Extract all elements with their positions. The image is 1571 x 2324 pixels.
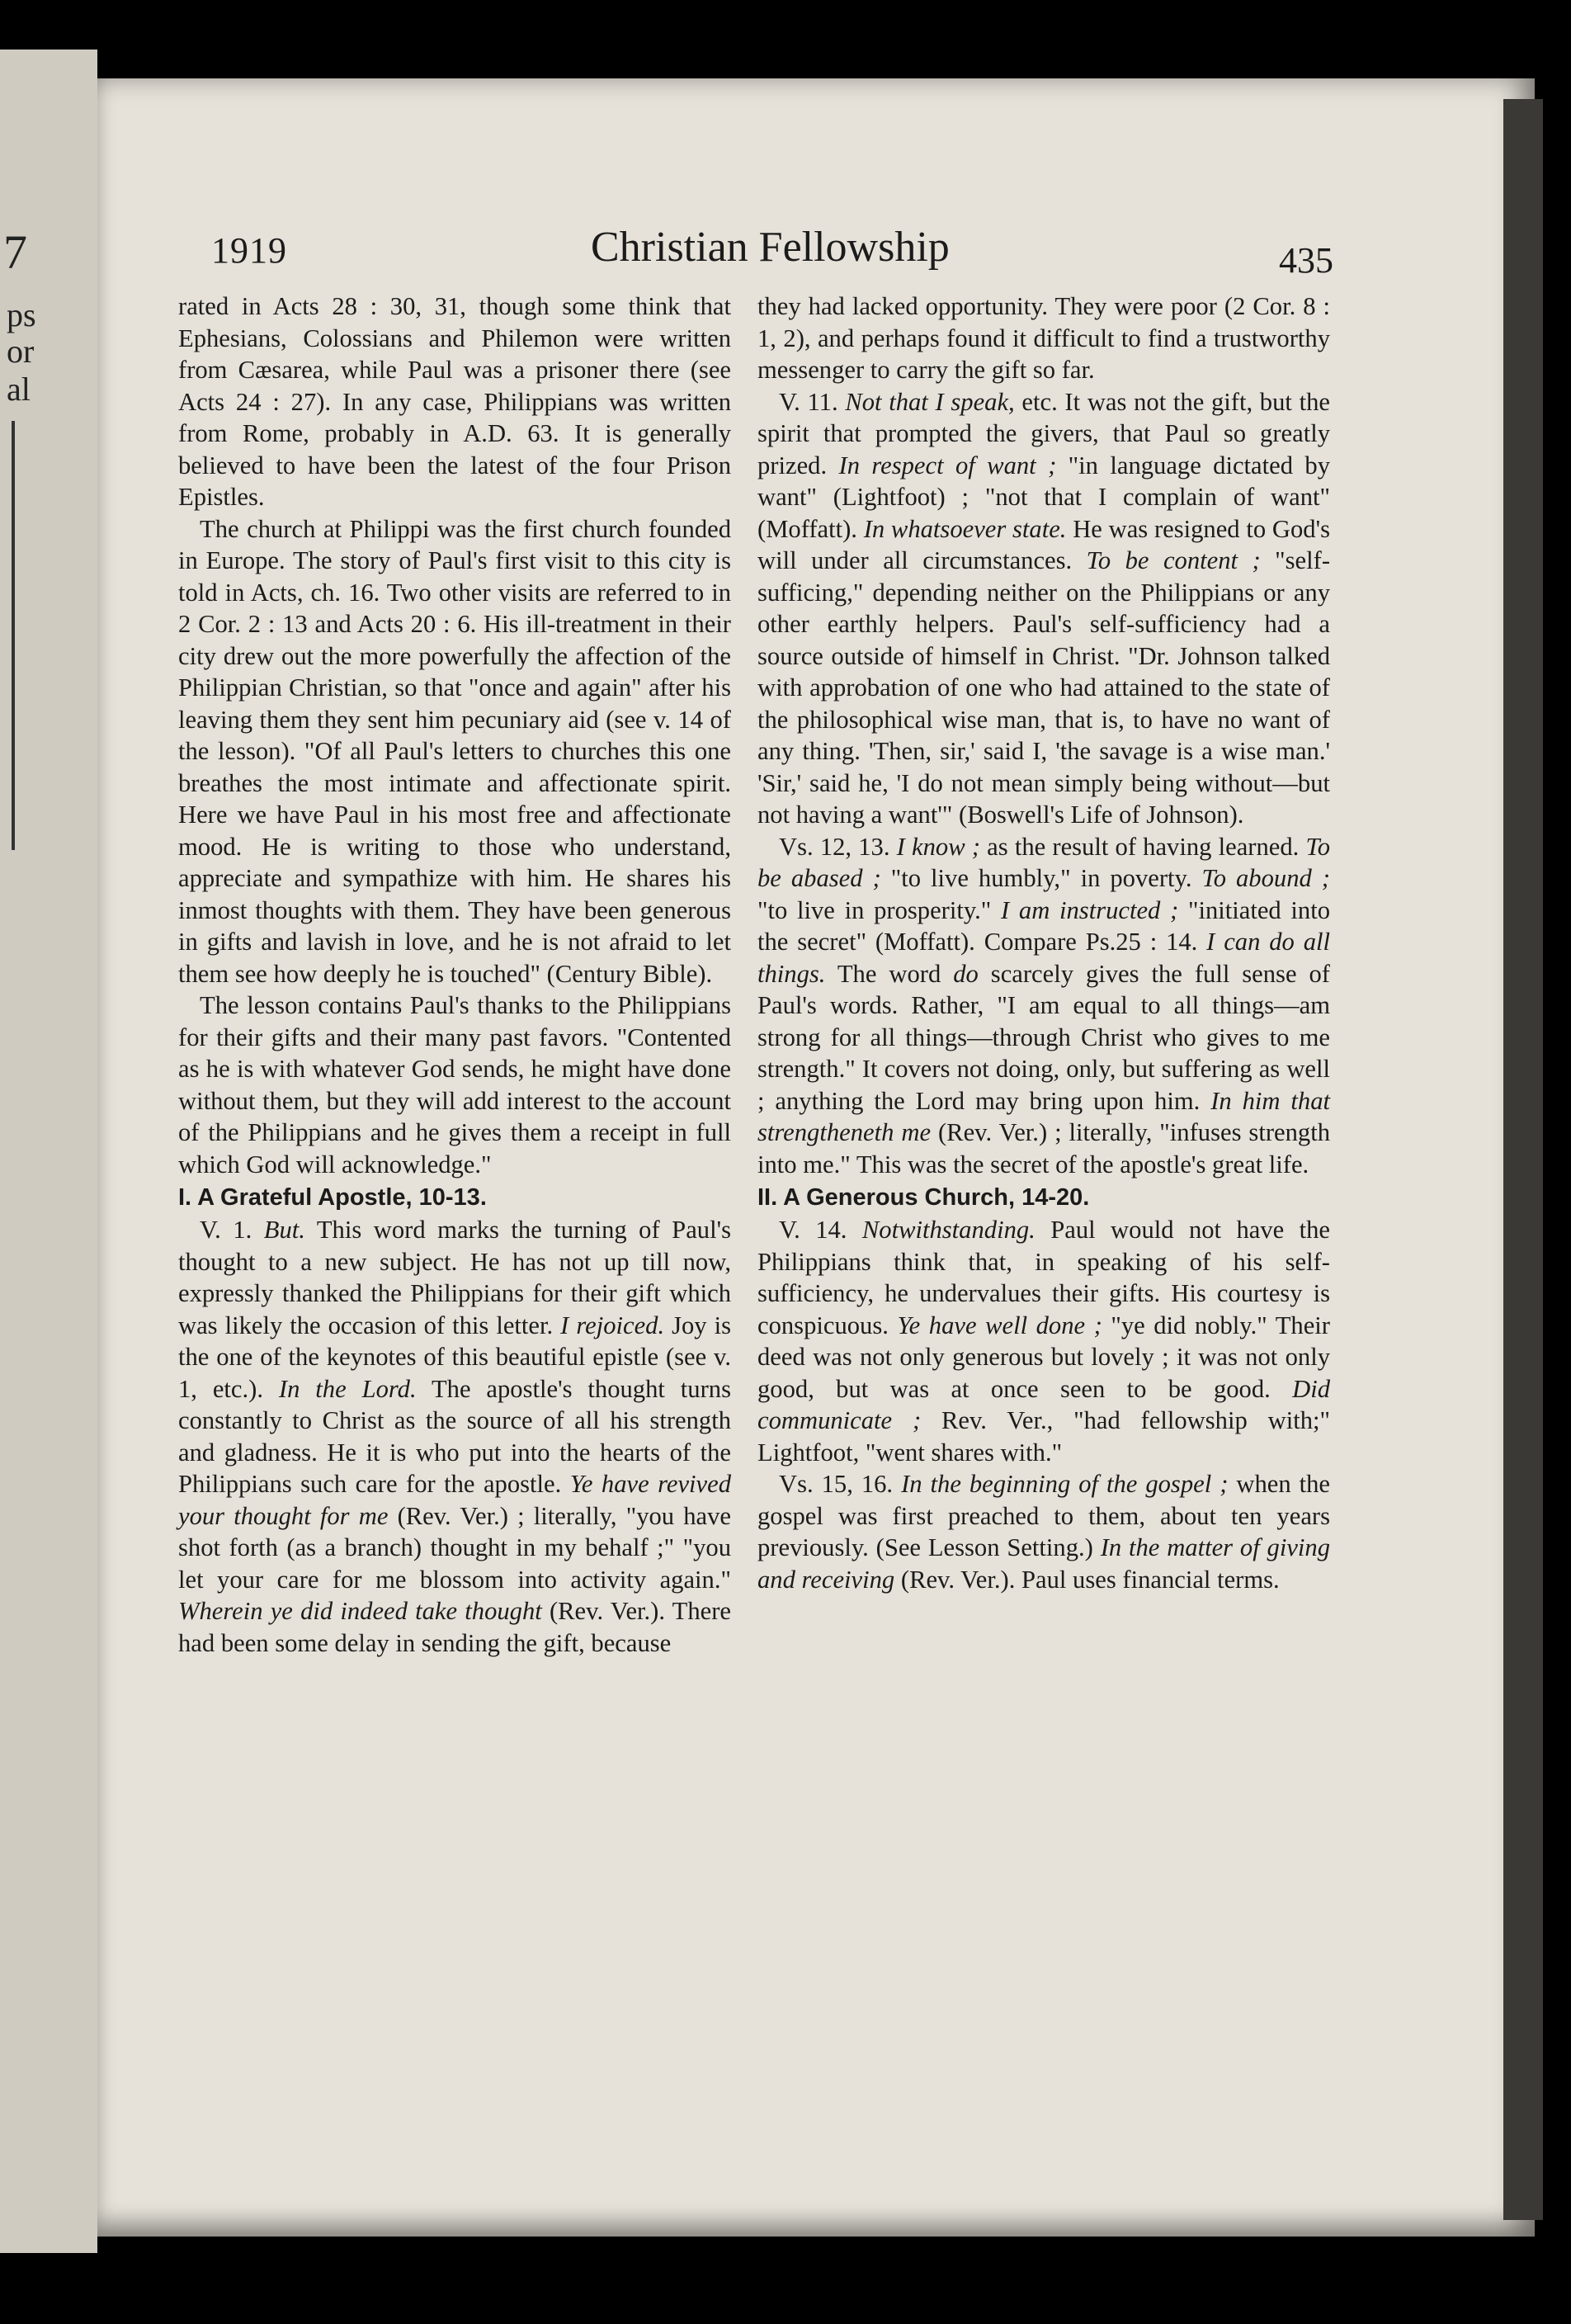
facing-page-edge [0,50,97,2253]
paragraph: rated in Acts 28 : 30, 31, though some think that Ephesians, Colossians and Philemon were written from Cæsarea, while Paul was a prisoner there (see Acts 24 : 27). In any case, Philippians was written from Rome, probably in A.D. 63. It is generally believed to have been the latest of the four Prison Epistles. [178,292,731,511]
section-heading: I. A Grateful Apostle, 10-13. [178,1184,487,1211]
paragraph: The church at Philippi was the first church founded in Europe. The story of Paul's first visit to this city is told in Acts, ch. 16. Two other visits are referred to in 2 Cor. 2 : 13 and Acts 20 : 6. His ill-treatment in their city drew out the more powerfully the affection of the Philippian Christian, so that "once and again" after his leaving them they sent him pecuniary aid (see v. 14 of the lesson). "Of all Paul's letters to churches this one breathes the most intimate and affectionate spirit. Here we have Paul in his most free and affectionate mood. He is writing to those who understand, appreciate and sympathize with him. He shares his inmost thoughts with them. They have been generous in gifts and lavish in love, and he is not afraid to let them see how deeply he is touched" (Century Bible). [178,514,731,988]
paragraph: they had lacked opportunity. They were poor (2 Cor. 8 : 1, 2), and perhaps found it difficult to find a trustworthy messenger to carry the gift so far. [757,292,1330,384]
paragraph: V. 14. Notwithstanding. Paul would not have the Philippians think that, in speaking of his self-sufficiency, he undervalues their gifts. His courtesy is conspicuous. Ye have well done ; "ye did nobly." Their deed was not only generous but lovely ; it was not only good, but was at once seen to be good. Did communicate ; Rev. Ver., "had fellowship with;" Lightfoot, "went shares with." [757,1216,1330,1467]
header-year: 1919 [211,230,287,271]
facing-text-fragment: al [7,371,31,408]
facing-page-rule [12,421,15,850]
header-title: Christian Fellowship [591,224,950,271]
paragraph: The lesson contains Paul's thanks to the Philippians for their gifts and their many past favors. "Contented as he is with whatever God sends, he might have done without them, but they will add interest to the account of the Philippians and he gives them a receipt in full which God will acknowledge." [178,991,731,1179]
facing-text-fragment: or [7,333,35,370]
paragraph: Vs. 15, 16. In the beginning of the gospel ; when the gospel was first preached to them, about ten years previously. (See Lesson Setting.) In the matter of giving and receiving (Rev. Ver.). Paul uses financial terms. [757,1470,1330,1594]
facing-page-number: 7 [3,225,27,279]
page-fore-edge [1503,99,1543,2220]
running-header [211,223,1333,289]
section-heading: II. A Generous Church, 14-20. [757,1184,1090,1211]
paragraph: Vs. 12, 13. I know ; as the result of having learned. To be abased ; "to live humbly," in poverty. To abound ; "to live in prosperity." I am instructed ; "initiated into the secret" (Moffatt). Compare Ps.25 : 14. I can do all things. The word do scarcely gives the full sense of Paul's words. Rather, "I am equal to all things—am strong for all things—through Christ who gives to me strength." It covers not doing, only, but suffering as well ; anything the Lord may bring upon him. In him that strengtheneth me (Rev. Ver.) ; literally, "infuses strength into me." This was the secret of the apostle's great life. [757,832,1330,1179]
facing-text-fragment: ps [7,296,36,333]
paragraph: V. 1. But. This word marks the turning of Paul's thought to a new subject. He has not up till now, expressly thanked the Philippians for their gift which was likely the occasion of this letter. I rejoiced. Joy is the one of the keynotes of this beautiful epistle (see v. 1, etc.). In the Lord. The apostle's thought turns constantly to Christ as the source of all his strength and gladness. He it is who put into the hearts of the Philippians such care for the apostle. Ye have revived your thought for me (Rev. Ver.) ; literally, "you have shot forth (as a branch) thought in my behalf ;" "you let your care for me blossom into activity again." Wherein ye did indeed take thought (Rev. Ver.). There had been some delay in sending the gift, because [178,1216,732,1657]
page-number: 435 [1279,240,1333,281]
paragraph: V. 11. Not that I speak, etc. It was not the gift, but the spirit that prompted the givers, that Paul so greatly prized. In respect of want ; "in language dictated by want" (Lightfoot) ; "not that I complain of want" (Moffatt). In whatsoever state. He was resigned to God's will under all circumstances. To be content ; "self-sufficing," depending neither on the Philippians or any other earthly helpers. Paul's self-sufficiency had a source outside of himself in Christ. "Dr. Johnson talked with approbation of one who had attained to the state of the philosophical wise man, that is, to have no want of any thing. 'Then, sir,' said I, 'the savage is a wise man.' 'Sir,' said he, 'I do not mean simply being without—but not having a want'" (Boswell's Life of Johnson). [757,387,1331,829]
right-column [757,290,1330,1595]
left-column [178,290,731,1659]
